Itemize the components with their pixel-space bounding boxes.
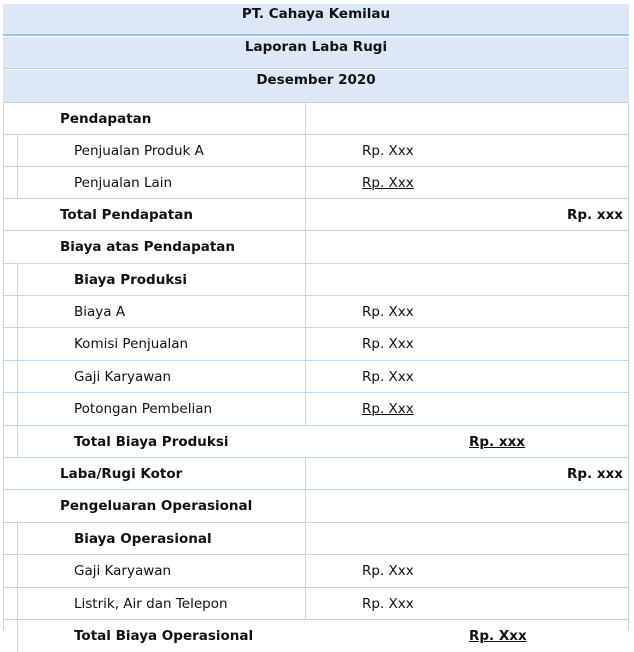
table-row-gaji-karyawan-operasional[interactable] xyxy=(3,554,629,587)
item-label: Penjualan Produk A xyxy=(74,143,204,159)
total-label: Total Biaya Operasional xyxy=(74,628,254,644)
table-row-potongan-pembelian[interactable] xyxy=(3,392,629,425)
total-label: Total Pendapatan xyxy=(60,207,193,223)
company-name: PT. Cahaya Kemilau xyxy=(241,6,391,22)
indent-guide xyxy=(17,426,18,458)
table-row-total-pendapatan[interactable] xyxy=(3,198,629,231)
item-amount: Rp. Xxx xyxy=(362,369,414,385)
total-amount: Rp. Xxx xyxy=(469,628,527,644)
item-label: Potongan Pembelian xyxy=(74,401,213,417)
item-amount: Rp. Xxx xyxy=(362,304,414,320)
column-divider xyxy=(305,103,306,135)
table-row-penjualan-produk-a[interactable] xyxy=(3,134,629,167)
item-amount: Rp. Xxx xyxy=(362,401,414,417)
column-divider xyxy=(305,490,306,522)
section-label: Pendapatan xyxy=(60,111,152,127)
table-row-pendapatan[interactable] xyxy=(3,102,629,135)
column-divider xyxy=(305,296,306,328)
report-period-header xyxy=(3,70,629,102)
table-row-komisi-penjualan[interactable] xyxy=(3,327,629,360)
indent-guide xyxy=(17,328,18,360)
report-title-header xyxy=(3,37,629,69)
item-amount: Rp. Xxx xyxy=(362,336,414,352)
item-amount: Rp. Xxx xyxy=(362,563,414,579)
column-divider xyxy=(305,264,306,296)
table-row-listrik-air-telepon[interactable] xyxy=(3,587,629,620)
table-row-biaya-produksi[interactable] xyxy=(3,263,629,296)
column-divider xyxy=(305,231,306,263)
item-label: Biaya A xyxy=(74,304,126,320)
total-label: Total Biaya Produksi xyxy=(74,434,229,450)
company-name-header xyxy=(3,4,629,36)
total-label: Laba/Rugi Kotor xyxy=(60,466,183,482)
column-divider xyxy=(305,555,306,587)
column-divider xyxy=(305,167,306,199)
column-divider xyxy=(305,393,306,425)
item-label: Gaji Karyawan xyxy=(74,563,172,579)
indent-guide xyxy=(17,620,18,652)
column-divider xyxy=(305,328,306,360)
indent-guide xyxy=(17,167,18,199)
indent-guide xyxy=(17,296,18,328)
total-amount: Rp. xxx xyxy=(566,466,623,482)
item-label: Gaji Karyawan xyxy=(74,369,172,385)
table-row-pengeluaran-operasional[interactable] xyxy=(3,489,629,522)
item-amount: Rp. Xxx xyxy=(362,596,414,612)
item-label: Komisi Penjualan xyxy=(74,336,189,352)
item-label: Listrik, Air dan Telepon xyxy=(74,596,228,612)
subsection-label: Biaya Produksi xyxy=(74,272,187,288)
column-divider xyxy=(305,588,306,620)
item-label: Penjualan Lain xyxy=(74,175,173,191)
item-amount: Rp. Xxx xyxy=(362,143,414,159)
item-amount: Rp. Xxx xyxy=(362,175,414,191)
column-divider xyxy=(305,361,306,393)
report-title: Laporan Laba Rugi xyxy=(244,39,388,55)
table-row-gaji-karyawan[interactable] xyxy=(3,360,629,393)
table-row-total-biaya-operasional[interactable] xyxy=(3,619,629,652)
report-period: Desember 2020 xyxy=(256,72,376,88)
indent-guide xyxy=(17,361,18,393)
table-row-biaya-atas-pendapatan[interactable] xyxy=(3,230,629,263)
total-amount: Rp. xxx xyxy=(566,207,623,223)
subsection-label: Biaya Operasional xyxy=(74,531,212,547)
indent-guide xyxy=(17,588,18,620)
indent-guide xyxy=(17,135,18,167)
column-divider xyxy=(305,135,306,167)
column-divider xyxy=(305,523,306,555)
table-row-biaya-a[interactable] xyxy=(3,295,629,328)
section-label: Biaya atas Pendapatan xyxy=(60,239,236,255)
total-amount: Rp. xxx xyxy=(469,434,526,450)
indent-guide xyxy=(17,555,18,587)
table-row-laba-rugi-kotor[interactable] xyxy=(3,457,629,490)
table-row-total-biaya-produksi[interactable] xyxy=(3,425,629,458)
column-divider xyxy=(305,199,306,231)
indent-guide xyxy=(17,264,18,296)
table-row-biaya-operasional[interactable] xyxy=(3,522,629,555)
indent-guide xyxy=(17,523,18,555)
indent-guide xyxy=(17,393,18,425)
column-divider xyxy=(305,458,306,490)
section-label: Pengeluaran Operasional xyxy=(60,498,253,514)
table-row-penjualan-lain[interactable] xyxy=(3,166,629,199)
